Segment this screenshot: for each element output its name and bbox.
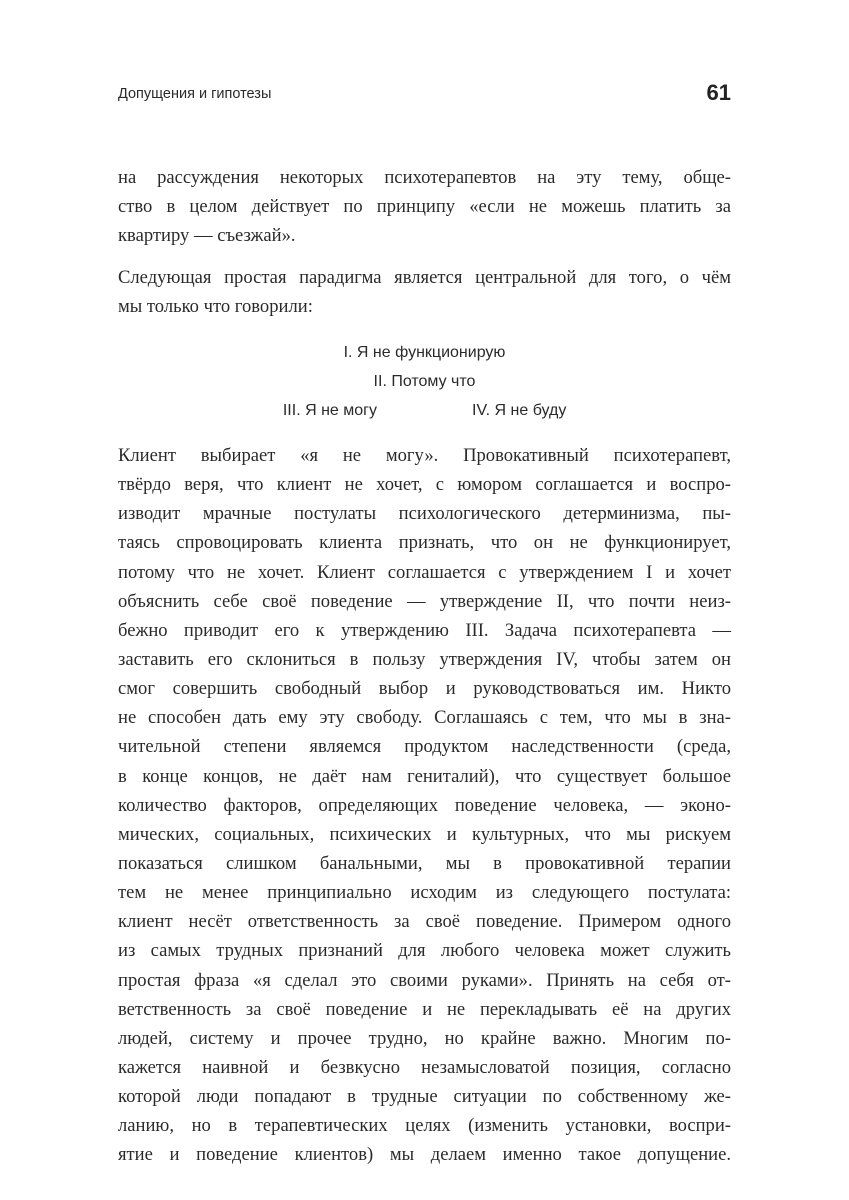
text-line: не способен дать ему эту свободу. Соглашаясь с тем, что мы в зна- xyxy=(118,707,731,729)
paradigm-statement-ii: II. Потому что xyxy=(373,373,476,390)
text-line: ланию, но в терапевтических целях (изменить установки, воспри- xyxy=(118,1115,731,1137)
text-line: людей, систему и прочее трудно, но крайне важно. Многим по- xyxy=(118,1027,731,1049)
paradigm-block xyxy=(118,338,731,425)
text-line: Следующая простая парадигма является центральной для того, о чём xyxy=(118,267,731,288)
text-line: чительной степени являемся продуктом наследственности (среда, xyxy=(118,736,731,758)
paradigm-statement-i: I. Я не функционирую xyxy=(343,344,506,361)
text-line: клиент несёт ответственность за своё поведение. Примером одного xyxy=(118,911,731,933)
text-line: простая фраза «я сделал это своими руками». Принять на себя от- xyxy=(118,969,731,991)
page-number: 61 xyxy=(706,80,731,105)
text-line: изводит мрачные постулаты психологического детерминизма, пы- xyxy=(118,503,731,525)
text-line: ство в целом действует по принципу «если не можешь платить за xyxy=(118,195,731,217)
text-line: показаться слишком банальными, мы в провокативной терапии xyxy=(118,852,731,874)
text-line: квартиру — съезжай». xyxy=(118,224,296,246)
text-line: тем не менее принципиально исходим из следующего постулата: xyxy=(118,882,731,904)
text-line: количество факторов, определяющих поведение человека, — эконо- xyxy=(118,794,731,816)
text-line: потому что не хочет. Клиент соглашается с утверждением I и хочет xyxy=(118,561,731,583)
text-line: твёрдо веря, что клиент не хочет, с юмором соглашается и воспро- xyxy=(118,474,731,496)
text-line: из самых трудных признаний для любого человека может служить xyxy=(118,940,731,962)
paradigm-statement-iii: III. Я не могу xyxy=(282,402,377,419)
text-line: мы только что говорили: xyxy=(118,295,313,317)
paragraph-2 xyxy=(118,264,731,322)
text-line: ятие и поведение клиентов) мы делаем именно такое допущение. xyxy=(118,1144,731,1166)
text-line: бежно приводит его к утверждению III. Задача психотерапевта — xyxy=(118,619,731,641)
text-line: на рассуждения некоторых психотерапевтов на эту тему, обще- xyxy=(118,167,731,188)
text-line: смог совершить свободный выбор и руководствоваться им. Никто xyxy=(118,678,731,700)
paragraph-1 xyxy=(118,164,731,250)
paradigm-choices xyxy=(118,396,731,425)
text-line: которой люди попадают в трудные ситуации по собственному же- xyxy=(118,1086,731,1108)
text-line: в конце концов, не даёт нам гениталий), что существует большое xyxy=(118,765,731,787)
paragraph-3 xyxy=(118,441,731,1170)
text-line: объяснить себе своё поведение — утверждение II, что почти неиз- xyxy=(118,590,731,612)
text-line: заставить его склониться в пользу утверждения IV, чтобы затем он xyxy=(118,648,731,670)
text-line: ветственность за своё поведение и не перекладывать её на других xyxy=(118,998,731,1020)
text-line: кажется наивной и безвкусно незамысловатой позиция, согласно xyxy=(118,1056,731,1078)
paradigm-statement-iv: IV. Я не буду xyxy=(472,402,567,419)
running-head: Допущения и гипотезы xyxy=(118,86,272,102)
text-line: таясь спровоцировать клиента признать, что он не функционирует, xyxy=(118,532,731,554)
text-line: мических, социальных, психических и культурных, что мы рискуем xyxy=(118,823,731,845)
text-line: Клиент выбирает «я не могу». Провокативный психотерапевт, xyxy=(118,445,731,466)
